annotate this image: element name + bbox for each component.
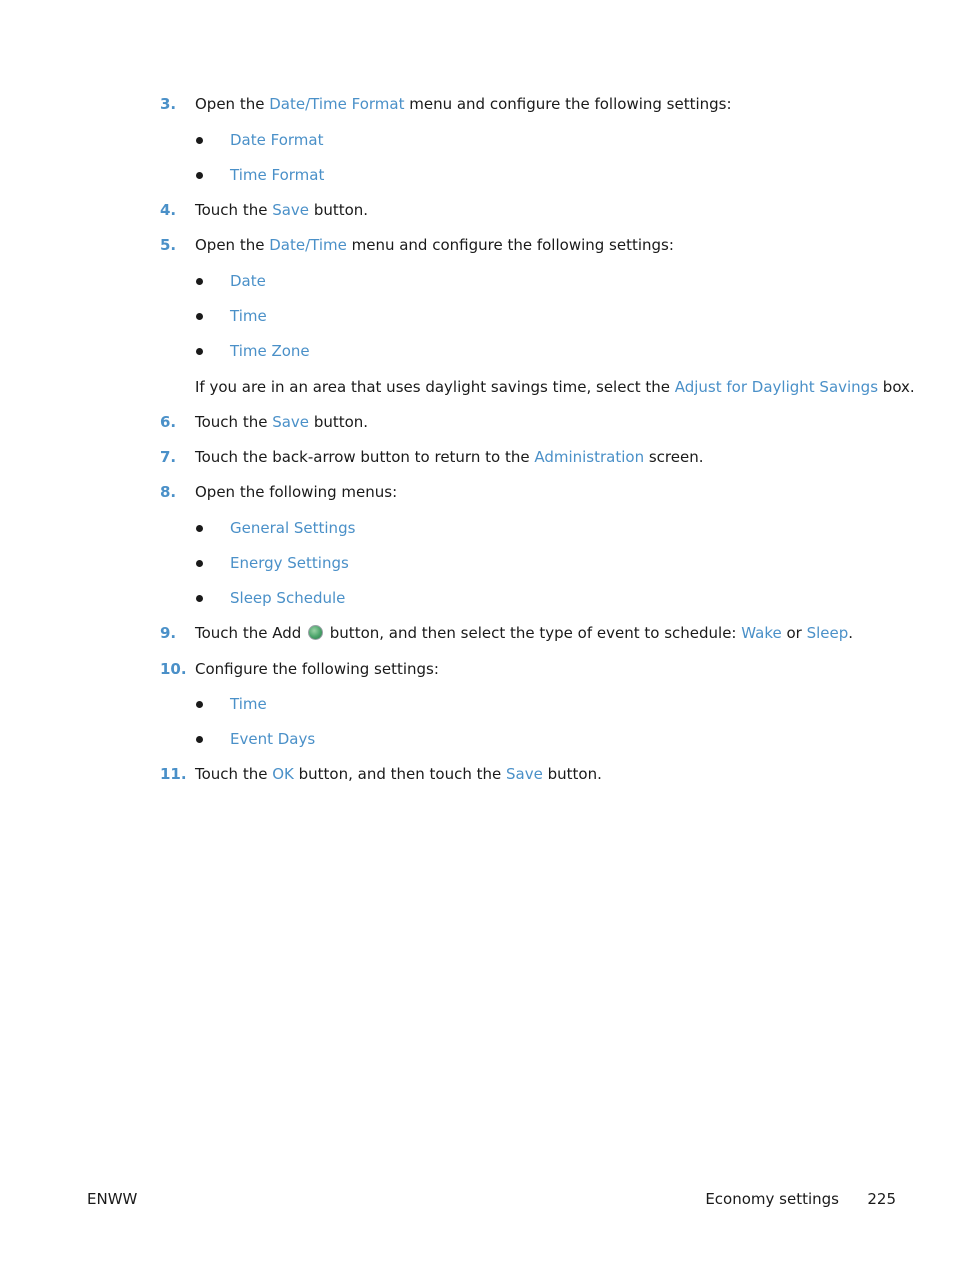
step-6 (0, 410, 954, 434)
list-item: Energy Settings (0, 551, 954, 575)
step-8 (0, 480, 954, 504)
list-item: Time (0, 304, 954, 328)
bullet-icon (196, 313, 203, 320)
ui-term-sleep: Sleep (806, 624, 849, 642)
bullet-icon (196, 701, 203, 708)
step-10 (0, 657, 954, 681)
step-number: 5. (160, 236, 177, 254)
ui-term-save: Save (272, 201, 310, 219)
step-text: Touch the Save button. (195, 201, 369, 219)
list-item: Sleep Schedule (0, 586, 954, 610)
list-item: Date (0, 269, 954, 293)
ui-term-wake: Wake (741, 624, 782, 642)
bullet-icon (196, 595, 203, 602)
ui-term-adjust-daylight: Adjust for Daylight Savings (674, 378, 879, 396)
step-number: 4. (160, 201, 177, 219)
step-number: 10. (160, 660, 187, 678)
footer-left: ENWW (87, 1190, 138, 1208)
list-item: Time (0, 692, 954, 716)
step-number: 11. (160, 765, 187, 783)
step-5 (0, 233, 954, 257)
step-text: Touch the back-arrow button to return to the Administration screen. (195, 448, 704, 466)
step-11 (0, 762, 954, 786)
bullet-icon (196, 172, 203, 179)
step-number: 7. (160, 448, 177, 466)
bullet-icon (196, 525, 203, 532)
step-9 (0, 621, 954, 645)
step-7 (0, 445, 954, 469)
ui-term-save: Save (272, 413, 310, 431)
ui-term-administration: Administration (534, 448, 645, 466)
step-number: 9. (160, 624, 177, 642)
ui-term-date-time-format: Date/Time Format (269, 95, 405, 113)
ui-term-date-time: Date/Time (269, 236, 347, 254)
step-note: If you are in an area that uses daylight savings time, select the Adjust for Daylight Savings box. (195, 378, 915, 396)
step-4 (0, 198, 954, 222)
step-text: Touch the Save button. (195, 413, 369, 431)
step-text: Open the Date/Time menu and configure the following settings: (195, 236, 674, 254)
add-button-icon (308, 625, 323, 640)
ui-term-save: Save (506, 765, 543, 783)
list-item: Time Zone (0, 339, 954, 363)
bullet-icon (196, 348, 203, 355)
step-3 (0, 92, 954, 116)
list-item: Time Format (0, 163, 954, 187)
bullet-icon (196, 560, 203, 567)
bullet-icon (196, 137, 203, 144)
bullet-icon (196, 736, 203, 743)
step-number: 3. (160, 95, 177, 113)
list-item: Date Format (0, 128, 954, 152)
step-text: Touch the Add button, and then select the type of event to schedule: Wake or Sleep. (195, 624, 854, 642)
footer-section: Economy settings (705, 1190, 839, 1208)
page-number: 225 (867, 1190, 896, 1208)
step-text: Open the following menus: (195, 483, 398, 501)
list-item: General Settings (0, 516, 954, 540)
step-text: Configure the following settings: (195, 660, 439, 678)
step-number: 8. (160, 483, 177, 501)
step-text: Open the Date/Time Format menu and configure the following settings: (195, 95, 732, 113)
bullet-icon (196, 278, 203, 285)
step-number: 6. (160, 413, 177, 431)
ui-term-ok: OK (272, 765, 294, 783)
list-item: Event Days (0, 727, 954, 751)
step-text: Touch the OK button, and then touch the Save button. (195, 765, 602, 783)
